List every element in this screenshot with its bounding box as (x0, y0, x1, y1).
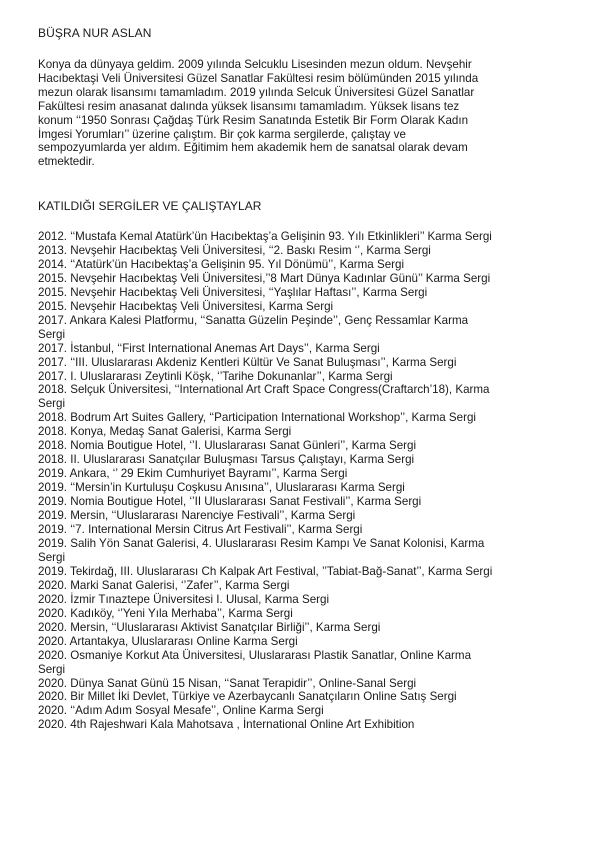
exhibition-line: 2020. Bir Millet İki Devlet, Türkiye ve Azerbaycanlı Sanatçıların Online Satış Sergi (38, 690, 457, 704)
exhibition-line: 2020. İzmir Tınaztepe Üniversitesi I. Ulusal, Karma Sergi (38, 592, 330, 606)
bio-line: Konya da dünyaya geldim. 2009 yılında Selcuklu Lisesinden mezun oldum. Nevşehir (38, 58, 472, 71)
exhibition-line: 2017. ‘‘III. Uluslararası Akdeniz Kentleri Kültür Ve Sanat Buluşması’’, Karma Sergi (38, 355, 457, 369)
section-heading: KATILDIĞI SERGİLER VE ÇALIŞTAYLAR (38, 199, 262, 213)
bio-line: etmektedir. (38, 155, 95, 169)
exhibition-line: 2020. Dünya Sanat Günü 15 Nisan, ‘‘Sanat Terapidir’’, Online-Sanal Sergi (38, 676, 417, 690)
exhibition-line: 2018. II. Uluslararası Sanatçılar Buluşması Tarsus Çalıştayı, Karma Sergi (38, 453, 415, 467)
exhibition-line: 2020. Marki Sanat Galerisi, ‘’Zafer’’, Karma Sergi (38, 578, 290, 592)
bio-line: İmgesi Yorumları’’ üzerine çalıştım. Bir çok karma sergilerde, çalıştay ve (38, 127, 406, 141)
exhibition-line: 2019. ‘‘7. International Mersin Citrus Art Festivali’’, Karma Sergi (38, 523, 363, 537)
exhibition-line: 2018. Bodrum Art Suites Gallery, ‘‘Participation International Workshop’’, Karma Sergi (38, 411, 476, 425)
exhibition-line: 2018. Nomia Boutigue Hotel, ‘’I. Uluslararası Sanat Günleri’’, Karma Sergi (38, 439, 417, 453)
exhibition-line: 2015. Nevşehir Hacıbektaş Veli Üniversitesi,’’8 Mart Dünya Kadınlar Günü’’ Karma Sergi (38, 271, 491, 285)
exhibition-line: 2019. Salih Yön Sanat Galerisi, 4. Uluslararası Resim Kampı Ve Sanat Kolonisi, Karma (38, 536, 485, 550)
bio-line: konum ‘‘1950 Sonrası Çağdaş Türk Resim Sanatında Estetik Bir Form Olarak Kadın (38, 113, 469, 127)
exhibition-line: 2019. Tekirdağ, III. Uluslararası Ch Kalpak Art Festival, ’’Tabiat-Bağ-Sanat’’, Karma Sergi (38, 564, 493, 578)
exhibition-list (38, 230, 558, 732)
exhibition-line: 2020. 4th Rajeshwari Kala Mahotsava , İnternational Online Art Exhibition (38, 718, 415, 732)
exhibition-line: 2017. I. Uluslararası Zeytinli Köşk, ‘’Tarihe Dokunanlar’’, Karma Sergi (38, 369, 393, 383)
bio-line: sempozyumlarda yer aldım. Eğitimim hem akademik hem de sanatsal olarak devam (38, 141, 468, 155)
exhibition-line: 2020. Artantakya, Uluslararası Online Karma Sergi (38, 634, 298, 648)
exhibition-line: 2017. İstanbul, ‘‘First International Anemas Art Days’’, Karma Sergi (38, 341, 380, 355)
exhibition-line: Sergi (38, 550, 66, 564)
exhibition-line: 2018. Konya, Medaş Sanat Galerisi, Karma Sergi (38, 425, 292, 439)
exhibition-line: Sergi (38, 662, 66, 676)
bio-line: Hacıbektaşi Veli Üniversitesi Güzel Sanatlar Fakültesi resim bölümünden 2015 yılında (38, 71, 479, 85)
exhibition-line: 2020. Mersin, ‘‘Uluslararası Aktivist Sanatçılar Birliği’’, Karma Sergi (38, 620, 381, 634)
exhibition-line: 2012. ‘‘Mustafa Kemal Atatürk’ün Hacıbektaş’a Gelişinin 93. Yılı Etkinlikleri’’ Karma Sergi (38, 230, 492, 243)
exhibition-line: 2013. Nevşehir Hacıbektaş Veli Üniversitesi, ‘‘2. Baskı Resim ‘’, Karma Sergi (38, 243, 431, 257)
exhibition-line: 2020. Osmaniye Korkut Ata Üniversitesi, Uluslararası Plastik Sanatlar, Online Karma (38, 648, 472, 662)
biography-paragraph (38, 58, 558, 169)
bio-line: mezun olarak lisansımı tamamladım. 2019 yılında Selcuk Üniversitesi Güzel Sanatlar (38, 85, 475, 99)
exhibition-line: 2014. ‘‘Atatürk’ün Hacıbektaş’a Gelişinin 95. Yıl Dönümü’’, Karma Sergi (38, 257, 405, 271)
exhibition-line: Sergi (38, 397, 66, 411)
exhibition-line: 2019. Nomia Boutigue Hotel, ‘’II Uluslararası Sanat Festivali’’, Karma Sergi (38, 495, 422, 509)
exhibition-line: 2015. Nevşehir Hacıbektaş Veli Üniversitesi, ‘‘Yaşlılar Haftası’’, Karma Sergi (38, 285, 428, 299)
exhibition-line: 2020. ‘‘Adım Adım Sosyal Mesafe’’, Online Karma Sergi (38, 704, 324, 718)
author-name: BÜŞRA NUR ASLAN (38, 26, 152, 40)
exhibition-line: 2015. Nevşehir Hacıbektaş Veli Üniversitesi, Karma Sergi (38, 299, 334, 313)
exhibition-line: 2019. Ankara, ‘’ 29 Ekim Cumhuriyet Bayramı’’, Karma Sergi (38, 467, 348, 481)
exhibition-line: 2017. Ankara Kalesi Platformu, ‘‘Sanatta Güzelin Peşinde’’, Genç Ressamlar Karma (38, 313, 469, 327)
exhibition-line: 2019. ‘‘Mersin’in Kurtuluşu Coşkusu Anısına’’, Uluslararası Karma Sergi (38, 481, 405, 495)
bio-line: Fakültesi resim anasanat dalında yüksek lisansımı tamamladım. Yüksek lisans tez (38, 99, 460, 113)
exhibition-line: 2018. Selçuk Üniversitesi, ‘‘International Art Craft Space Congress(Craftarch’18), Karma (38, 383, 490, 397)
exhibition-line: 2019. Mersin, ‘‘Uluslararası Narenciye Festivali’’, Karma Sergi (38, 509, 356, 523)
exhibition-line: 2020. Kadıköy, ‘’Yeni Yıla Merhaba’’, Karma Sergi (38, 606, 293, 620)
exhibition-line: Sergi (38, 327, 66, 341)
